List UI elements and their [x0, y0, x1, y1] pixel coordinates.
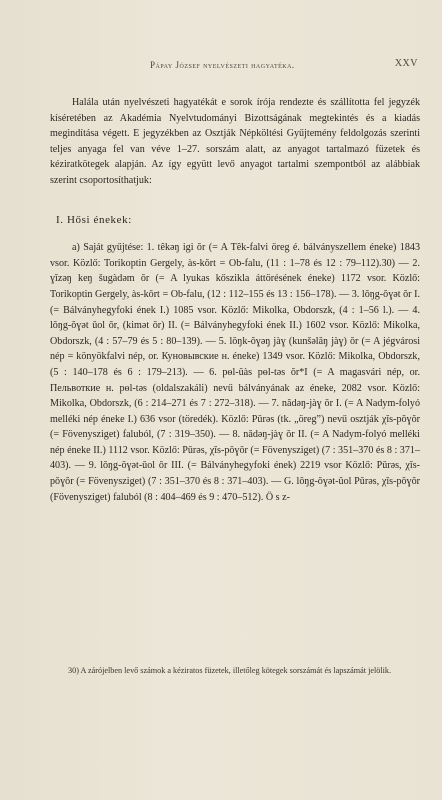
intro-paragraph: Halála után nyelvészeti hagyatékát e sorok írója rendezte és szállította fel jegyzék kíséretében az Akadémia Nyelvtudományi Bizottságának megtekintés és a kiadás megindítása végett. E jegyzékben az Osztják Népköltési Gyűjtemény feldolgozás szerinti teljes anyaga fel van véve 1–27. sorszám alatt, az anyagot tartalmazó füzetek és kéziratkötegek alapján. Az így együtt levő anyagot tartalmi szempontból az alábbiak szerint csoportosíthatjuk:: [50, 97, 420, 186]
page-number: XXV: [394, 58, 418, 69]
footnote: 30) A zárójelben levő számok a kéziratos füzetek, illetőleg kötegek sorszámát és lapszámát jelölik.: [68, 666, 392, 675]
page-body: [50, 95, 420, 505]
section-heading: I. Hősi énekek:: [56, 213, 132, 226]
section-paragraph: a) Saját gyűjtése: 1. têkəŋ igi ŏr (= A Têk-falvi öreg é. bálványszellem éneke) 1843 vsor. Közlő: Torikoptin Gergely, às-kŏrt = Ob-falu, (11 : 1–78 és 12 : 79–112).30) — 2. ɣĭzəŋ keŋ šugàdəm ŏr (= A lyukas kőszikla áttörésének éneke) 1172 vsor. Közlő: Torikoptin Gergely, às-kŏrt = Ob-falu, (12 : 112–155 és 13 : 156–178). — 3. lŏŋg-ŏɣət ŏr I. (= Bálványhegyfoki ének I.) 1085 vsor. Közlő: Mikolka, Obdorszk, (4 : 1–56 l.). — 4. lŏŋg-ŏɣət ŭol ŏr, (kimət ŏr) II. (= Bálványhegyfoki ének II.) 1602 vsor. Közlő: Mikolka, Obdorszk, (4 : 57–79 és 5 : 80–139). — 5. lŏŋk-ŏɣəŋ jàɣ (kunšəlăŋ jàɣ) ŏr (= A jégvárosi nép = könyökfalvi nép, or. Куновывские н. éneke) 1349 vsor. Közlő: Mikolka, Obdorszk, (5 : 140–178 és 6 : 179–213). — 6. pɵl-ŭàs pɵl-təs ŏr*I (= A magasvári nép, or. Пельвоткие н. pɵl-təs (oldalszakáli) nevű bálványának az éneke, 2082 vsor. Közlő: Mikolka, Obdorszk, (6 : 214–271 és 7 : 272–318). — 7. nădəŋ-jàɣ ŏr I. (= A Nadym-folyó melléki nép éneke I.) 636 vsor (töredék). Közlő: Pŭrəs (tk. „öreg”) nevű osztják χĭs-pŏɣŏr (= Fövenysziget) faluból, (7 : 319–350). — 8. nădəŋ-jàɣ ŏr II. (= A Nadym-folyó melléki nép éneke II.) 1112 vsor. Közlő: Pŭrəs, χĭs-pŏɣŏr (= Fövenysziget) (7 : 351–370 és 8 : 371–403). — 9. lŏŋg-ŏɣət-ŭol ŏr III. (= Bálványhegyfoki ének) 2219 vsor Közlő: Pŭrəs, χĭs-pŏɣŏr (= Fövenysziget) (7 : 351–370 és 8 : 371–403). — G. lŏŋg-ŏɣət-ŭol Pŭrəs, χĭs-pŏɣŏr (Fövenysziget) faluból (8 : 404–469 és 9 : 470–512). Ö s z-: [50, 242, 420, 503]
running-head: Pápay József nyelvészeti hagyatéka.: [150, 60, 295, 70]
page-header: [0, 58, 442, 74]
